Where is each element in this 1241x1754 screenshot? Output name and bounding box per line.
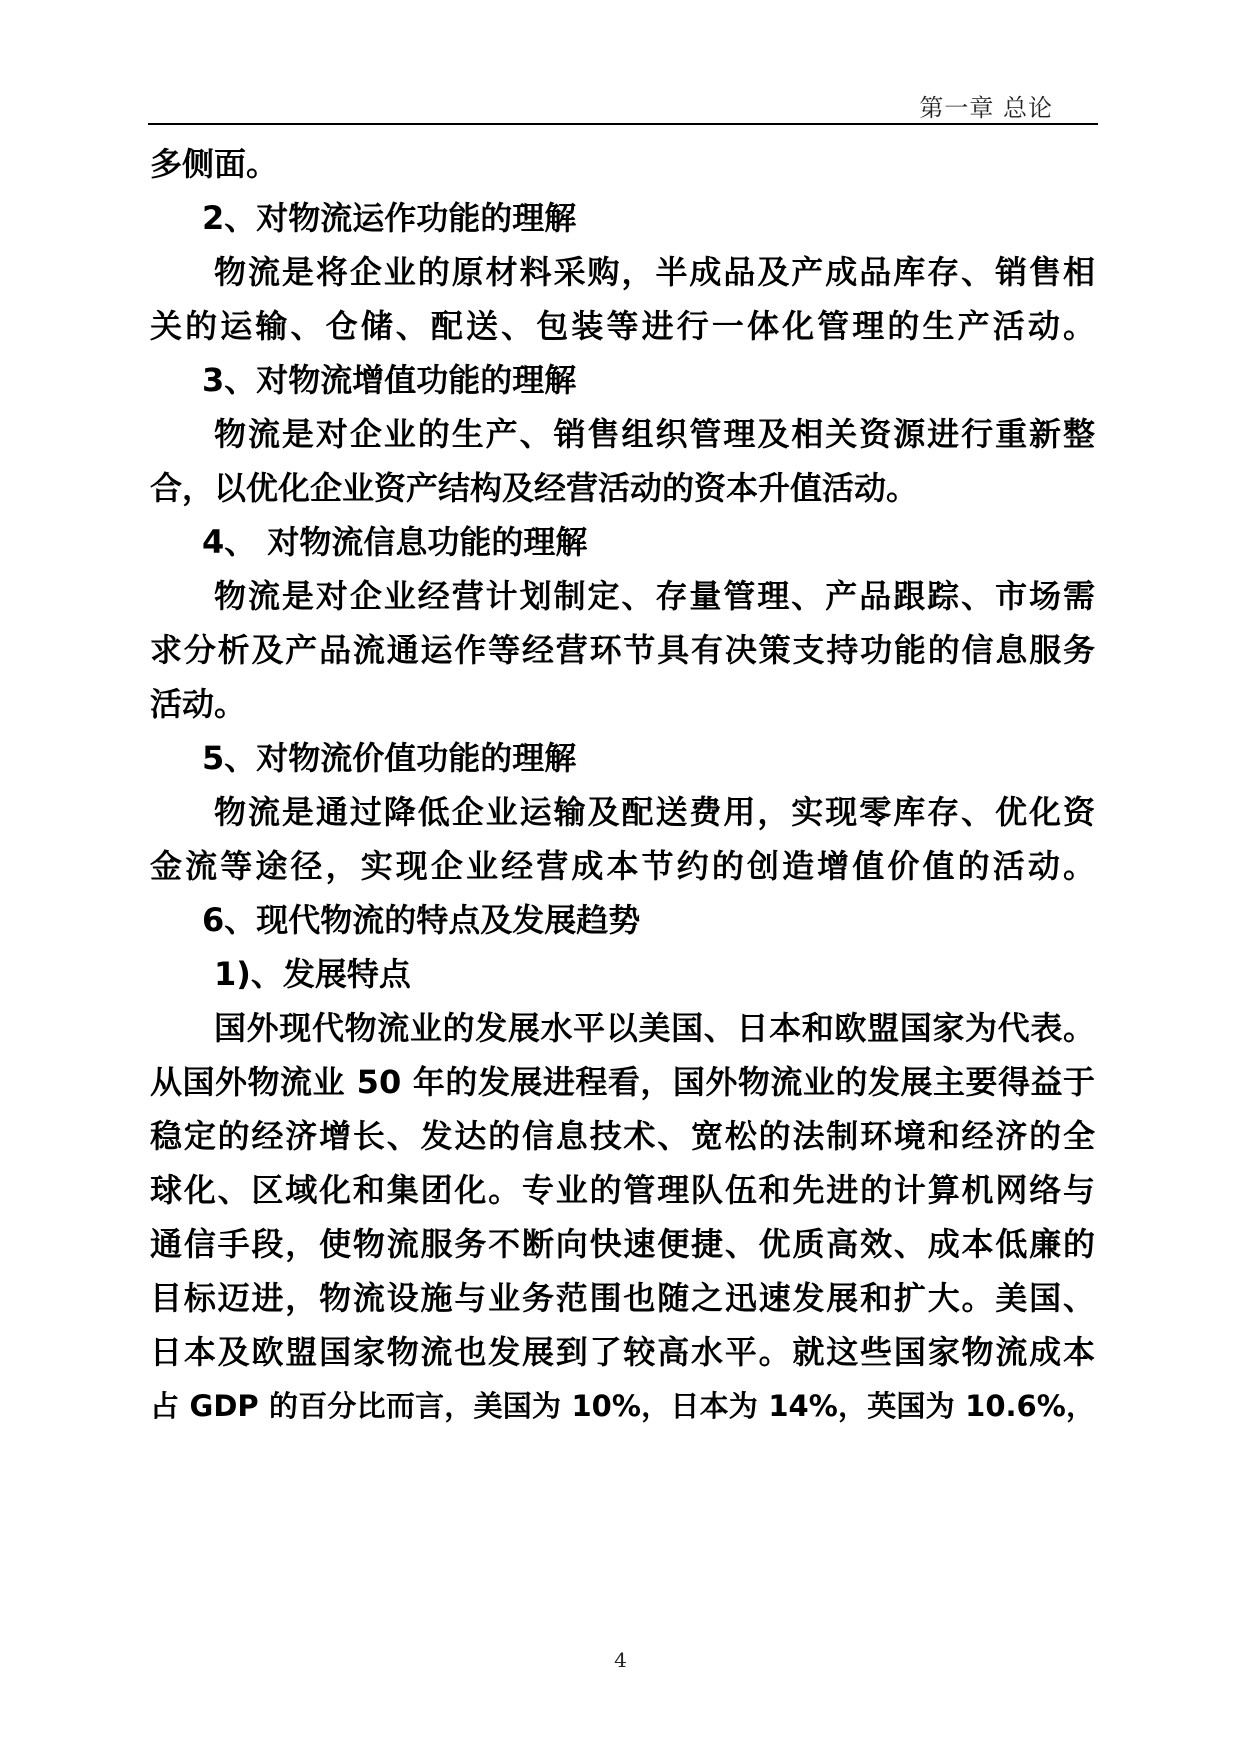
text-line: 占 GDP 的百分比而言，美国为 10%，日本为 14%，英国为 10.6%， — [150, 1389, 1095, 1423]
text-line: 金流等途径，实现企业经营成本节约的创造增值价值的活动。 — [150, 847, 1095, 885]
header-rule — [148, 123, 1098, 125]
section-heading: 2、对物流运作功能的理解 — [202, 199, 577, 237]
text-line: 通信手段，使物流服务不断向快速便捷、优质高效、成本低廉的 — [150, 1225, 1095, 1263]
text-line: 从国外物流业 50 年的发展进程看，国外物流业的发展主要得益于 — [150, 1063, 1095, 1101]
text-line: 物流是对企业的生产、销售组织管理及相关资源进行重新整 — [214, 415, 1095, 453]
section-heading: 6、现代物流的特点及发展趋势 — [202, 901, 641, 939]
text-line: 合，以优化企业资产结构及经营活动的资本升值活动。 — [150, 469, 919, 507]
section-heading: 3、对物流增值功能的理解 — [202, 361, 577, 399]
chapter-header: 第一章 总论 — [919, 94, 1053, 122]
text-line: 稳定的经济增长、发达的信息技术、宽松的法制环境和经济的全 — [150, 1117, 1095, 1155]
text-line: 球化、区域化和集团化。专业的管理队伍和先进的计算机网络与 — [150, 1171, 1095, 1209]
text-line: 求分析及产品流通运作等经营环节具有决策支持功能的信息服务 — [150, 631, 1095, 669]
text-line: 目标迈进，物流设施与业务范围也随之迅速发展和扩大。美国、 — [150, 1279, 1095, 1317]
text-line: 活动。 — [150, 685, 247, 723]
text-line: 物流是通过降低企业运输及配送费用，实现零库存、优化资 — [214, 793, 1095, 831]
text-line: 关的运输、仓储、配送、包装等进行一体化管理的生产活动。 — [150, 307, 1095, 345]
section-heading: 4、 对物流信息功能的理解 — [202, 523, 588, 561]
text-line: 日本及欧盟国家物流也发展到了较高水平。就这些国家物流成本 — [150, 1333, 1095, 1371]
text-line: 国外现代物流业的发展水平以美国、日本和欧盟国家为代表。 — [214, 1009, 1095, 1047]
page-number: 4 — [614, 1648, 627, 1672]
subsection-heading: 1)、发展特点 — [214, 955, 411, 993]
text-line: 多侧面。 — [150, 145, 279, 183]
section-heading: 5、对物流价值功能的理解 — [202, 739, 577, 777]
text-line: 物流是对企业经营计划制定、存量管理、产品跟踪、市场需 — [214, 577, 1095, 615]
text-line: 物流是将企业的原材料采购，半成品及产成品库存、销售相 — [214, 253, 1095, 291]
